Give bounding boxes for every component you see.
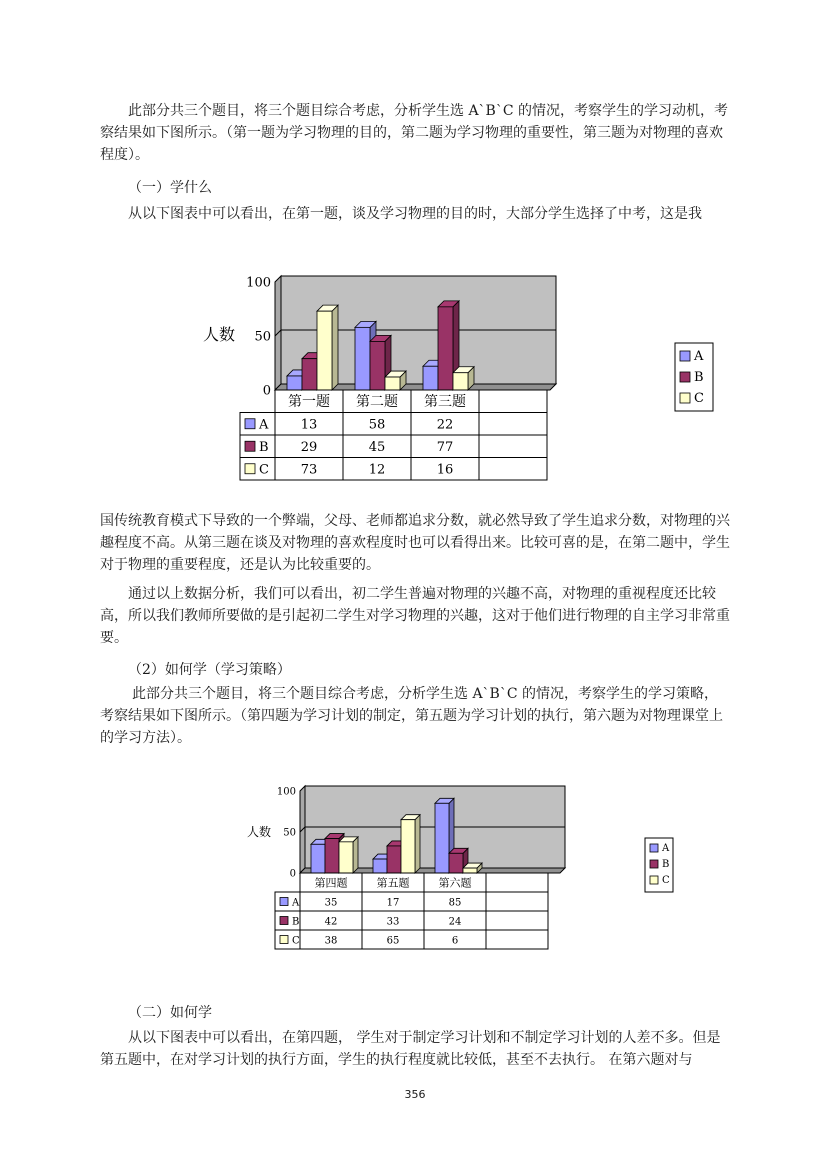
table-value-B-1: 42 xyxy=(324,916,338,928)
y-axis-label: 人数 xyxy=(247,825,272,839)
category-label: 第三题 xyxy=(424,394,466,411)
bar-A-1 xyxy=(311,844,325,873)
legend-swatch-B xyxy=(680,372,690,382)
y-tick-label: 100 xyxy=(246,275,271,291)
paragraph-strategy-intro: 此部分共三个题目，将三个题目综合考虑，分析学生选 A`B`C 的情况，考察学生的学习策略，考察结果如下图所示。（第四题为学习计划的制定，第五题为学习计划的执行，第六题为对物理课堂上的学习方法）。 xyxy=(100,686,723,746)
category-label: 第六题 xyxy=(438,876,472,890)
data-table-frame xyxy=(240,413,547,481)
bar-C-2 xyxy=(385,377,400,390)
legend-label-C: C xyxy=(694,391,704,406)
heading-how-to-learn-strategy: （2）如何学（学习策略） xyxy=(128,662,291,678)
category-label: 第二题 xyxy=(356,394,398,411)
paragraph-chart1-analysis: 国传统教育模式下导致的一个弊端，父母、老师都追求分数，就必然导致了学生追求分数，对物理的兴趣程度不高。从第三题在谈及对物理的喜欢程度时也可以看得出来。比较可喜的是，在第二题中，学生对于物理的重要程度，还是认为比较重要的。 xyxy=(100,513,730,573)
paragraph-motivation-intro: 此部分共三个题目，将三个题目综合考虑，分析学生选 A`B`C 的情况，考察学生的学习动机，考察结果如下图所示。（第一题为学习物理的目的，第二题为学习物理的重要性，第三题为对物理的喜欢程度）。 xyxy=(100,103,729,163)
y-tick-label: 0 xyxy=(289,868,296,880)
data-table-frame xyxy=(275,892,548,949)
table-series-label-B: B xyxy=(292,916,300,928)
bar-C-1 xyxy=(317,311,332,390)
legend-swatch-C xyxy=(650,876,658,884)
bar-B-2 xyxy=(387,846,401,873)
bar-B-3 xyxy=(449,853,463,873)
table-value-C-2: 12 xyxy=(368,462,386,478)
bar-A-1 xyxy=(287,376,302,390)
bar-side-C-1 xyxy=(332,305,338,390)
legend-label-A: A xyxy=(694,349,704,364)
category-label: 第五题 xyxy=(376,876,410,890)
legend-label-B: B xyxy=(662,859,670,870)
table-series-label-C: C xyxy=(292,935,300,947)
table-series-label-A: A xyxy=(292,897,300,909)
table-swatch-B xyxy=(280,917,288,925)
bar-side-C-2 xyxy=(415,815,420,873)
legend-swatch-C xyxy=(680,393,690,403)
y-tick-label: 50 xyxy=(283,827,296,839)
y-tick-label: 50 xyxy=(254,329,271,345)
category-label: 第一题 xyxy=(288,394,330,411)
bar-A-2 xyxy=(355,327,370,390)
heading-how-to-learn: （二）如何学 xyxy=(128,1005,212,1021)
table-value-A-1: 35 xyxy=(324,897,338,909)
bar-side-C-1 xyxy=(353,837,358,873)
table-series-label-A: A xyxy=(259,417,269,433)
table-value-A-2: 17 xyxy=(386,897,400,909)
table-value-C-1: 38 xyxy=(324,935,338,947)
bar-C-1 xyxy=(339,842,353,873)
paragraph-conclusion: 通过以上数据分析，我们可以看出，初二学生普遍对物理的兴趣不高，对物理的重视程度还比较高，所以我们教师所要做的是引起初二学生对学习物理的兴趣，这对于他们进行物理的自主学习非常重要。 xyxy=(100,586,730,646)
heading-what-to-learn: （一）学什么 xyxy=(128,180,212,196)
table-swatch-C xyxy=(245,464,255,474)
bar-C-3 xyxy=(463,868,477,873)
table-series-label-C: C xyxy=(259,462,269,478)
table-value-B-1: 29 xyxy=(300,440,318,456)
chart-learning-motivation-svg xyxy=(195,268,735,493)
category-label: 第四题 xyxy=(314,876,348,890)
y-tick-label: 100 xyxy=(276,786,296,798)
chart-learning-strategy-svg xyxy=(245,783,685,953)
bar-B-1 xyxy=(325,839,339,873)
table-value-A-3: 85 xyxy=(448,897,462,909)
bar-C-3 xyxy=(453,373,468,390)
table-value-C-3: 6 xyxy=(451,935,459,947)
table-value-B-3: 77 xyxy=(436,440,454,456)
bar-B-3 xyxy=(438,307,453,390)
legend-swatch-A xyxy=(680,351,690,361)
table-value-C-2: 65 xyxy=(386,935,400,947)
legend-label-A: A xyxy=(662,843,670,854)
table-series-label-B: B xyxy=(259,440,269,456)
legend-label-C: C xyxy=(662,875,670,886)
table-value-B-2: 45 xyxy=(368,440,386,456)
bar-A-2 xyxy=(373,859,387,873)
table-value-A-1: 13 xyxy=(300,417,318,433)
table-value-B-3: 24 xyxy=(448,916,462,928)
chart-learning-motivation xyxy=(195,268,735,493)
bar-B-1 xyxy=(302,359,317,390)
y-axis-label: 人数 xyxy=(203,325,236,344)
page-number: 356 xyxy=(404,1088,426,1101)
legend-label-B: B xyxy=(694,370,704,385)
table-value-A-2: 58 xyxy=(368,417,386,433)
chart-learning-strategy xyxy=(245,783,685,953)
bar-C-2 xyxy=(401,820,415,873)
table-swatch-A xyxy=(245,419,255,429)
table-value-A-3: 22 xyxy=(436,417,454,433)
table-swatch-A xyxy=(280,898,288,906)
table-value-B-2: 33 xyxy=(386,916,400,928)
table-value-C-1: 73 xyxy=(300,462,318,478)
legend-swatch-B xyxy=(650,860,658,868)
bar-A-3 xyxy=(435,803,449,873)
legend-swatch-A xyxy=(650,844,658,852)
table-swatch-B xyxy=(245,441,255,451)
table-swatch-C xyxy=(280,936,288,944)
bar-A-3 xyxy=(423,366,438,390)
paragraph-chart1-lead: 从以下图表中可以看出，在第一题，谈及学习物理的目的时，大部分学生选择了中考，这是我 xyxy=(128,206,702,222)
table-value-C-3: 16 xyxy=(436,462,454,478)
y-tick-label: 0 xyxy=(262,383,271,399)
paragraph-chart2-analysis: 从以下图表中可以看出，在第四题， 学生对于制定学习计划和不制定学习计划的人差不多。但是第五题中，在对学习计划的执行方面，学生的执行程度就比较低，甚至不去执行。 在第六题对与 xyxy=(100,1030,721,1068)
bar-B-2 xyxy=(370,341,385,390)
